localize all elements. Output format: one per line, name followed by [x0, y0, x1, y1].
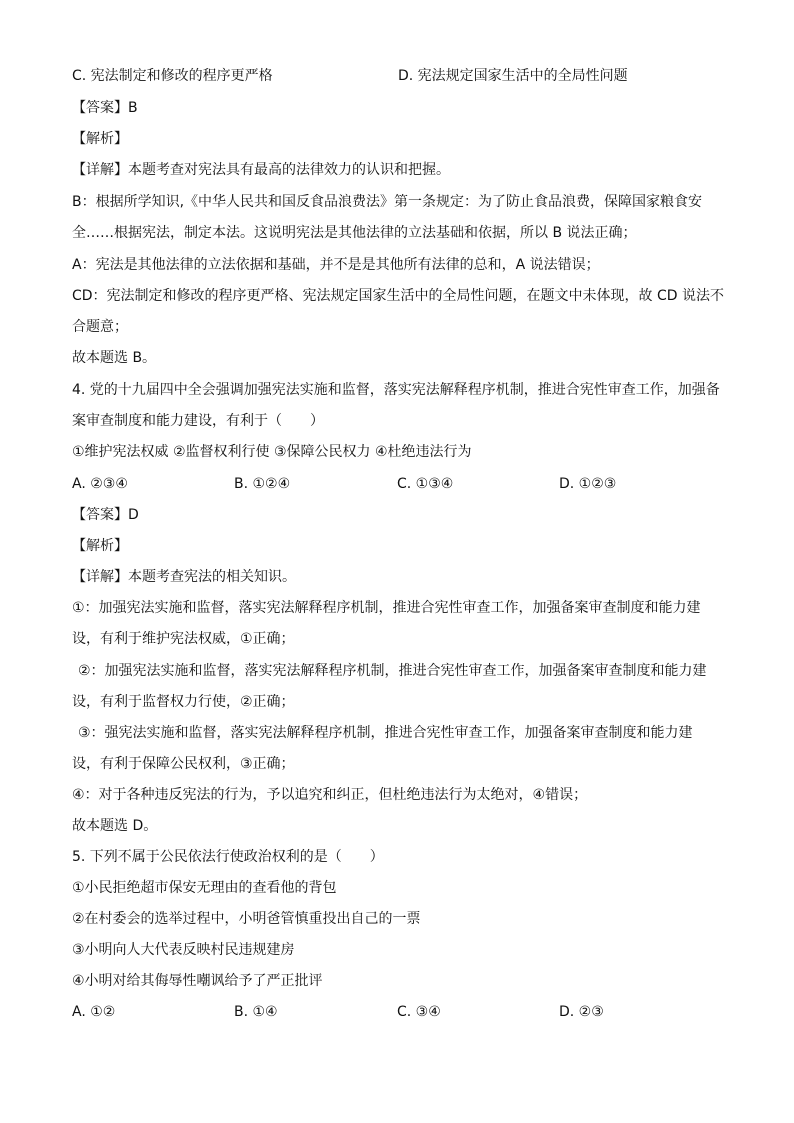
q4-analysis-heading: 【解析】 [72, 538, 128, 554]
q5-option-a: A. ①② [72, 1004, 116, 1020]
q4-stem-line2: 案审查制度和能力建设，有利于（ ） [72, 413, 324, 429]
q4-conclusion: 故本题选 D。 [72, 818, 158, 834]
q3-explain-cd-line1: CD：宪法制定和修改的程序更严格、宪法规定国家生活中的全局性问题，在题文中未体现，故 CD 说法不 [72, 288, 725, 304]
q4-option-a: A. ②③④ [72, 476, 128, 492]
q3-answer: 【答案】B [72, 100, 138, 116]
q3-option-d: D. 宪法规定国家生活中的全局性问题 [398, 68, 628, 84]
q3-option-c: C. 宪法制定和修改的程序更严格 [72, 68, 273, 84]
q3-explain-a: A：宪法是其他法律的立法依据和基础，并不是是其他所有法律的总和，A 说法错误； [72, 257, 600, 273]
q5-stem: 5. 下列不属于公民依法行使政治权利的是（ ） [72, 849, 384, 865]
q3-explain-cd-line2: 合题意； [72, 319, 128, 335]
q4-explain-2-line1: ②：加强宪法实施和监督，落实宪法解释程序机制，推进合宪性审查工作，加强备案审查制度和能力建 [78, 663, 707, 679]
q3-explain-b-line1: B：根据所学知识,《中华人民共和国反食品浪费法》第一条规定：为了防止食品浪费，保障国家粮食安 [72, 194, 703, 210]
q5-option-c: C. ③④ [397, 1004, 441, 1020]
q4-option-b: B. ①②④ [234, 476, 291, 492]
q4-explain-4: ④：对于各种违反宪法的行为，予以追究和纠正，但杜绝违法行为太绝对，④错误； [72, 787, 588, 803]
q5-item-1: ①小民拒绝超市保安无理由的查看他的背包 [72, 880, 337, 896]
q4-explain-1-line1: ①：加强宪法实施和监督，落实宪法解释程序机制，推进合宪性审查工作，加强备案审查制度和能力建 [72, 600, 701, 616]
q4-explain-3-line1: ③：强宪法实施和监督，落实宪法解释程序机制，推进合宪性审查工作，加强备案审查制度和能力建 [78, 725, 693, 741]
q4-detail: 【详解】本题考查宪法的相关知识。 [72, 569, 296, 585]
q4-explain-2-line2: 设，有利于监督权力行使，②正确； [72, 694, 295, 710]
q4-items: ①维护宪法权威 ②监督权利行使 ③保障公民权力 ④杜绝违法行为 [72, 444, 472, 460]
q5-option-b: B. ①④ [234, 1004, 278, 1020]
q5-option-d: D. ②③ [559, 1004, 604, 1020]
q3-analysis-heading: 【解析】 [72, 131, 128, 147]
q4-explain-3-line2: 设，有利于保障公民权利，③正确； [72, 756, 295, 772]
q3-explain-b-line2: 全……根据宪法，制定本法。这说明宪法是其他法律的立法基础和依据，所以 B 说法正确； [72, 225, 637, 241]
q5-item-2: ②在村委会的选举过程中，小明爸管慎重投出自己的一票 [72, 911, 421, 927]
q4-stem-line1: 4. 党的十九届四中全会强调加强宪法实施和监督，落实宪法解释程序机制，推进合宪性审查工作，加强备 [72, 382, 720, 398]
q4-option-d: D. ①②③ [559, 476, 617, 492]
q4-option-c: C. ①③④ [397, 476, 454, 492]
q3-detail: 【详解】本题考查对宪法具有最高的法律效力的认识和把握。 [72, 162, 450, 178]
q4-explain-1-line2: 设，有利于维护宪法权威，①正确； [72, 631, 295, 647]
q5-item-3: ③小明向人大代表反映村民违规建房 [72, 942, 295, 958]
q4-answer: 【答案】D [72, 507, 139, 523]
q3-conclusion: 故本题选 B。 [72, 350, 157, 366]
q5-item-4: ④小明对给其侮辱性嘲讽给予了严正批评 [72, 973, 323, 989]
